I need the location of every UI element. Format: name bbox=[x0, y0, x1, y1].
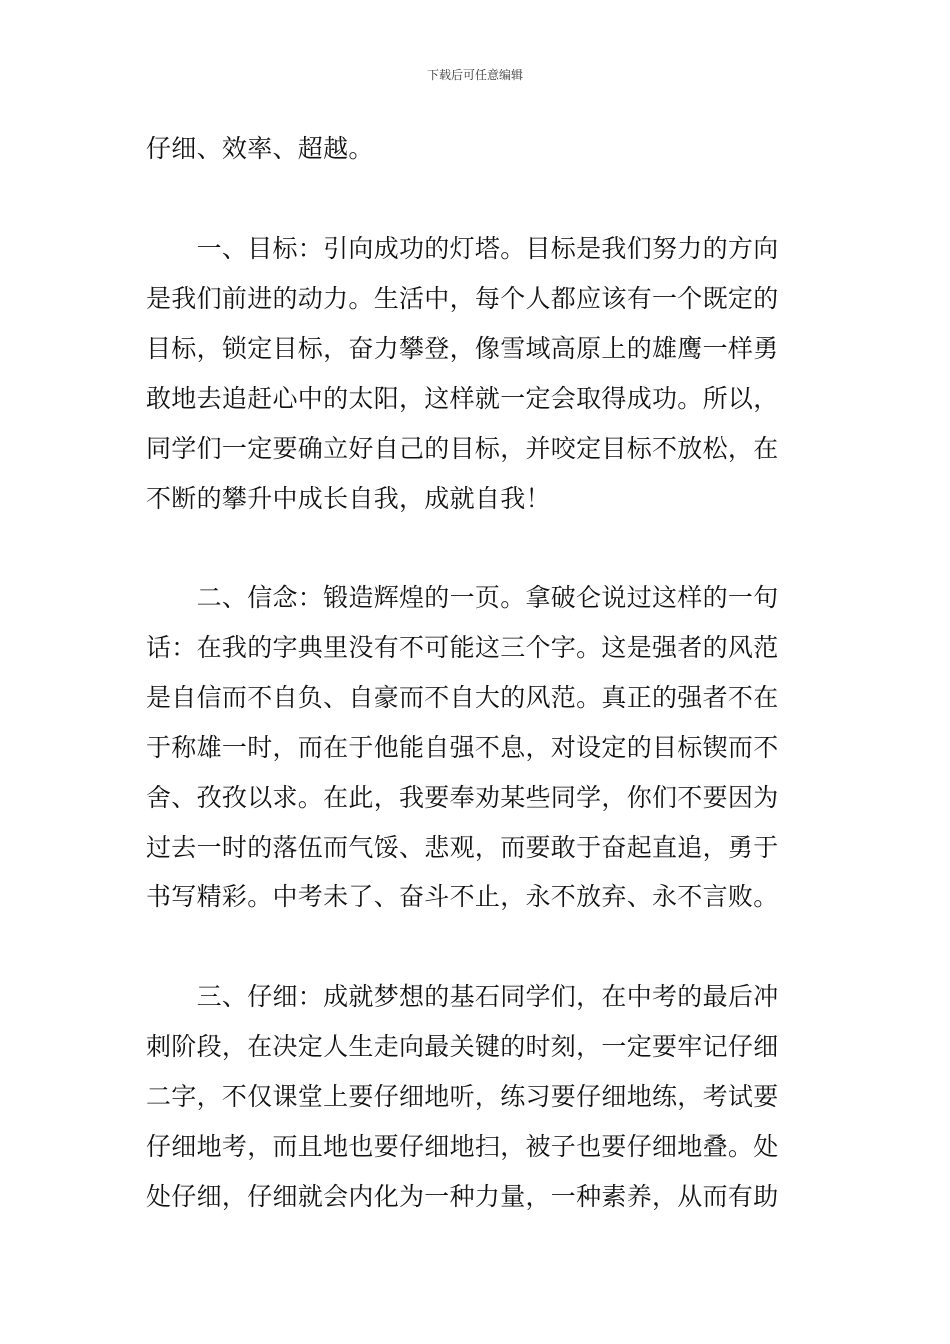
text-line: 是我们前进的动力。生活中，每个人都应该有一个既定的 bbox=[146, 284, 779, 313]
text-line: 一、目标：引向成功的灯塔。目标是我们努力的方向 bbox=[146, 234, 779, 263]
text-line: 于称雄一时，而在于他能自强不息，对设定的目标锲而不 bbox=[146, 733, 779, 762]
text-line: 舍、孜孜以求。在此，我要奉劝某些同学，你们不要因为 bbox=[146, 783, 779, 812]
text-line: 敢地去追赶心中的太阳，这样就一定会取得成功。所以， bbox=[146, 384, 779, 413]
text-line: 目标，锁定目标，奋力攀登，像雪域高原上的雄鹰一样勇 bbox=[146, 334, 779, 363]
text-line: 刺阶段，在决定人生走向最关键的时刻，一定要牢记仔细 bbox=[146, 1032, 779, 1061]
text-line: 二字，不仅课堂上要仔细地听，练习要仔细地练，考试要 bbox=[146, 1082, 779, 1111]
text-line: 二、信念：锻造辉煌的一页。拿破仑说过这样的一句 bbox=[146, 583, 779, 612]
text-line: 仔细地考，而且地也要仔细地扫，被子也要仔细地叠。处 bbox=[146, 1132, 779, 1161]
text-line: 仔细、效率、超越。 bbox=[146, 134, 374, 163]
text-line: 不断的攀升中成长自我，成就自我！ bbox=[146, 484, 551, 513]
text-line: 话：在我的字典里没有不可能这三个字。这是强者的风范 bbox=[146, 633, 779, 662]
text-line: 是自信而不自负、自豪而不自大的风范。真正的强者不在 bbox=[146, 683, 779, 712]
page-header: 下载后可任意编辑 bbox=[426, 68, 523, 82]
text-line: 过去一时的落伍而气馁、悲观，而要敢于奋起直追，勇于 bbox=[146, 833, 779, 862]
text-line: 书写精彩。中考未了、奋斗不止，永不放弃、永不言败。 bbox=[146, 882, 779, 911]
text-line: 处仔细，仔细就会内化为一种力量，一种素养，从而有助 bbox=[146, 1182, 779, 1211]
text-line: 同学们一定要确立好自己的目标，并咬定目标不放松，在 bbox=[146, 434, 779, 463]
text-line: 三、仔细：成就梦想的基石同学们，在中考的最后冲 bbox=[146, 982, 779, 1011]
